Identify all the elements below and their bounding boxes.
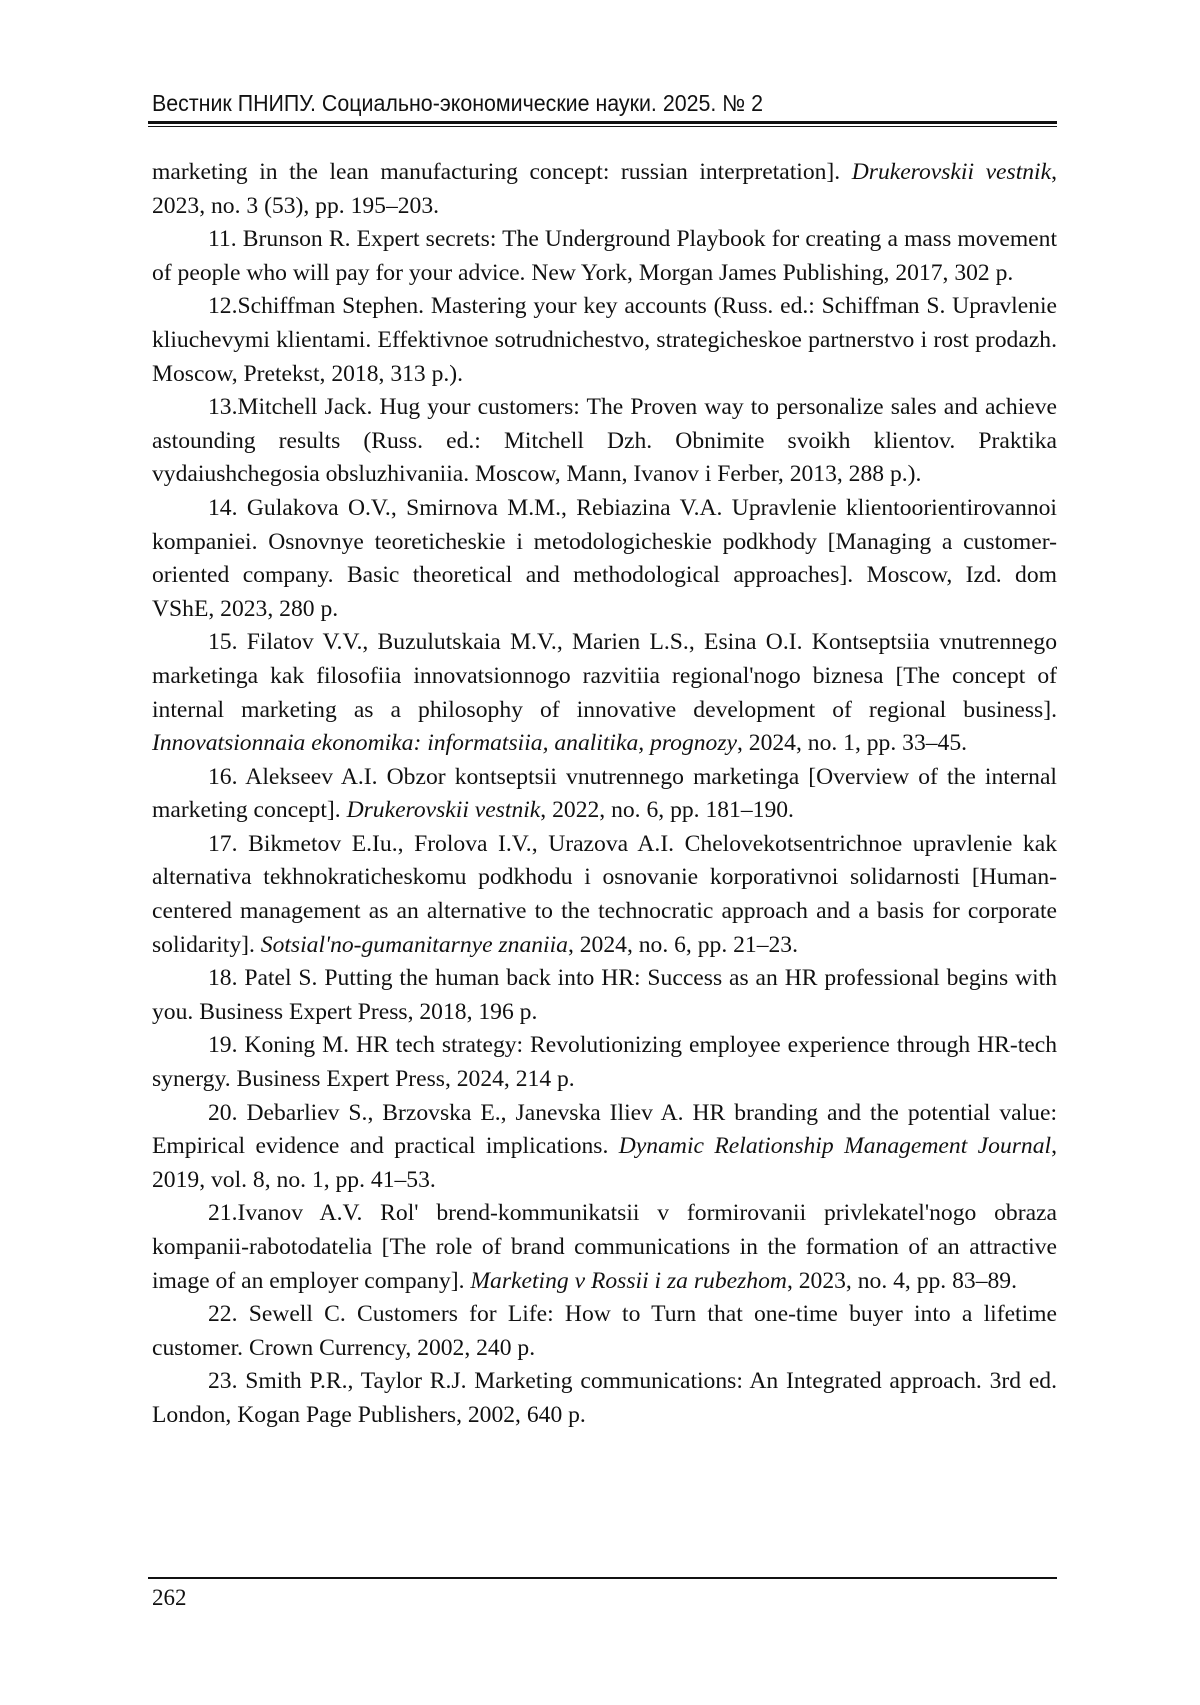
- running-header: Вестник ПНИПУ. Социально-экономические науки. 2025. № 2: [152, 90, 764, 116]
- reference-text: 23. Smith P.R., Taylor R.J. Marketing communications: An Integrated approach. 3rd ed. London, Kogan Page Publishers, 2002, 640 p.: [152, 1368, 1057, 1428]
- page-number: 262: [152, 1585, 187, 1610]
- reference-item-12: [152, 290, 1057, 391]
- journal-title: Marketing v Rossii i za rubezhom: [470, 1267, 787, 1294]
- reference-text: 16. Alekseev A.I. Obzor kontseptsii vnutrennego marketinga [Overview of the internal marketing concept].: [152, 763, 1057, 824]
- reference-text: 19. Koning M. HR tech strategy: Revolutionizing employee experience through HR-tech synergy. Business Expert Press, 2024, 214 p.: [152, 1032, 1057, 1093]
- reference-text: , 2024, no. 6, pp. 21–23.: [567, 931, 798, 958]
- reference-item-18: [152, 962, 1057, 1029]
- reference-text: marketing in the lean manufacturing concept: russian interpretation].: [152, 159, 852, 185]
- reference-item-17: [152, 828, 1057, 962]
- reference-text: 22. Sewell C. Customers for Life: How to Turn that one-time buyer into a lifetime customer. Crown Currency, 2002, 240 p.: [152, 1301, 1057, 1361]
- reference-item-14: [152, 492, 1057, 626]
- journal-title: Dynamic Relationship Management Journal: [618, 1133, 1052, 1160]
- reference-item-continued: [152, 156, 1057, 223]
- reference-item-23: [152, 1365, 1057, 1432]
- reference-text: 18. Patel S. Putting the human back into HR: Success as an HR professional begins with you. Business Expert Press, 2018, 196 p.: [152, 965, 1057, 1025]
- reference-text: 20. Debarliev S., Brzovska E., Janevska Iliev A. HR branding and the potential value: Empirical evidence and practical implications.: [152, 1099, 1057, 1160]
- reference-text: 13.Mitchell Jack. Hug your customers: The Proven way to personalize sales and achieve astounding results (Russ. ed.: Mitchell Dzh. Obnimite svoikh klientov. Praktika vydaiushchegosia obsluzhivaniia. Moscow, Mann, Ivanov i Ferber, 2013, 288 p.).: [152, 394, 1057, 488]
- reference-text: 15. Filatov V.V., Buzulutskaia M.V., Marien L.S., Esina O.I. Kontseptsiia vnutrennego marketinga kak filosofiia innovatsionnogo razvitiia regional'nogo biznesa [The concept of internal marketing as a philosophy of innovative development of regional business].: [152, 629, 1057, 723]
- reference-item-15: [152, 626, 1057, 760]
- reference-text: , 2019, vol. 8, no. 1, pp. 41–53.: [152, 1133, 1057, 1193]
- reference-item-16: [152, 761, 1057, 828]
- reference-text: 14. Gulakova O.V., Smirnova M.M., Rebiazina V.A. Upravlenie klientoorientirovannoi kompaniei. Osnovnye teoreticheskie i metodologicheskie podkhody [Managing a customer-oriented company. Basic theoretical and methodological approaches]. Moscow, Izd. dom VShE, 2023, 280 p.: [152, 494, 1057, 622]
- journal-title: Drukerovskii vestnik: [346, 797, 541, 824]
- reference-item-22: [152, 1298, 1057, 1365]
- reference-item-11: [152, 223, 1057, 290]
- reference-text: 11. Brunson R. Expert secrets: The Underground Playbook for creating a mass movement of people who will pay for your advice. New York, Morgan James Publishing, 2017, 302 p.: [152, 226, 1057, 286]
- reference-text: 17. Bikmetov E.Iu., Frolova I.V., Urazova A.I. Chelovekotsentrichnoe upravlenie kak alternativa tekhnokraticheskomu podkhodu i osnovanie korporativnoi solidarnosti [Human-centered management as an alternative to the technocratic approach and a basis for corporate solidarity].: [152, 830, 1057, 958]
- journal-title: Innovatsionnaia ekonomika: informatsiia, analitika, prognozy: [152, 730, 737, 757]
- reference-list: [152, 156, 1057, 1433]
- reference-text: 12.Schiffman Stephen. Mastering your key accounts (Russ. ed.: Schiffman S. Upravlenie kliuchevymi klientami. Effektivnoe sotrudnichestvo, strategicheskoe partnerstvo i rost prodazh. Moscow, Pretekst, 2018, 313 p.).: [152, 293, 1057, 387]
- reference-text: 21.Ivanov A.V. Rol' brend-kommunikatsii v formirovanii privlekatel'nogo obraza kompanii-rabotodatelia [The role of brand communications in the formation of an attractive image of an employer company].: [152, 1200, 1057, 1294]
- reference-text: , 2023, no. 3 (53), pp. 195–203.: [152, 159, 1057, 219]
- footer-rule: [148, 1577, 1057, 1579]
- reference-text: , 2024, no. 1, pp. 33–45.: [736, 730, 968, 757]
- journal-title: Drukerovskii vestnik: [851, 159, 1052, 185]
- reference-item-20: [152, 1097, 1057, 1198]
- reference-item-21: [152, 1197, 1057, 1298]
- journal-title: Sotsial'no-gumanitarnye znaniia: [260, 931, 568, 958]
- reference-text: , 2022, no. 6, pp. 181–190.: [540, 797, 794, 824]
- header-double-rule: [148, 121, 1057, 127]
- reference-text: , 2023, no. 4, pp. 83–89.: [786, 1267, 1017, 1294]
- reference-item-19: [152, 1029, 1057, 1096]
- reference-item-13: [152, 391, 1057, 492]
